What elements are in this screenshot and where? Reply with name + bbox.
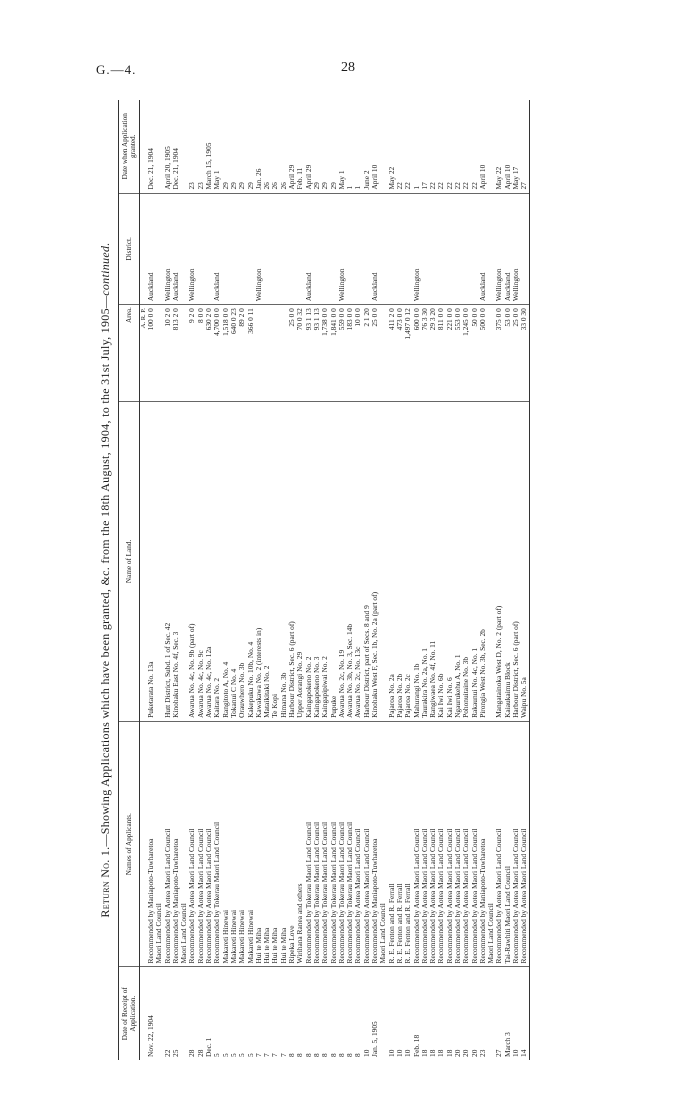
cell-applicant: Makareti Hinewai [238,721,246,967]
cell-applicant: R. E. Fenton and R. Ferrall [396,721,404,967]
cell-area: 1,841 0 0 [330,305,338,402]
cell-date: 7 [262,1053,272,1057]
cell-area: 50 0 0 [471,305,479,402]
cell-date: 8 [320,1053,330,1057]
cell-granted: 26 [263,100,271,193]
cell-applicant: Recommended by Aotea Maori Land Council [354,721,362,967]
cell-area: 53 0 0 [504,305,512,402]
cell-granted: April 10 [371,100,379,193]
cell-land: Mangatainoka West D, No. 2 (part of) [495,401,503,721]
cell-district: Wellington [164,193,172,305]
cell-date: 8 [336,1053,346,1057]
cell-district [321,193,329,305]
cell-granted: 23 [188,100,196,193]
cell-district: Auckland [147,193,155,305]
cell-land: Kaingapokeno No. 2 [305,401,313,721]
cell-date: 7 [253,1053,263,1057]
cell-area: 93 1 13 [305,305,313,402]
cell-granted: 22 [396,100,404,193]
cell-district [222,193,230,305]
cell-land: Harbour District, part of Secs. 8 and 9 [363,401,371,721]
cell-district: Wellington [495,193,503,305]
cell-district [230,193,238,305]
cell-district: Wellington [188,193,196,305]
cell-granted: 26 [271,100,279,193]
cell-granted: 26 [280,100,288,193]
cell-granted: 22 [454,100,462,193]
cell-date: 23 [477,1049,487,1057]
cell-granted: May 17 [512,100,520,193]
cell-land: Rakaunui No. 4c, No. 1 [471,401,479,721]
cell-district [421,193,429,305]
cell-granted: 22 [471,100,479,193]
cell-land: Upper Aorangi No. 29 [296,401,304,721]
cell-date: 8 [311,1053,321,1057]
cell-area: 9 2 0 [188,305,196,402]
cell-land: Rangitoto A, No. 4 [222,401,230,721]
cell-area: 630 2 0 [205,305,213,402]
rotated-return-table [98,100,633,1060]
cell-applicant: Recommended by Aotea Maori Land Council [188,721,196,967]
cell-granted: April 29 [305,100,313,193]
cell-land: Awarua No. 4c, No. 12a [205,401,213,721]
cell-granted: 22 [437,100,445,193]
cell-applicant: Tai-Rawhiti Maori Land Council [504,721,512,967]
cell-land: Puketarata No. 13a [147,401,155,721]
cell-date: 10 [403,1049,413,1057]
table-row [280,100,288,1060]
cell-district: Wellington [512,193,520,305]
cell-area: 10 2 0 [164,305,172,402]
cell-granted: April 10 [504,100,512,193]
cell-land: Te Kopi [271,401,279,721]
cell-land: Kawakawa No. 2 (interests in) [255,401,263,721]
cell-granted: 22 [462,100,470,193]
cell-granted: 29 [321,100,329,193]
cell-district [271,193,279,305]
title-suffix: continued. [98,242,112,296]
cell-area: 93 1 13 [313,305,321,402]
cell-area: 473 0 0 [396,305,404,402]
cell-applicant: Recommended by Aotea Maori Land Council [462,721,470,967]
cell-granted: 22 [429,100,437,193]
cell-land: Mahurangi No. 1b [413,401,421,721]
table-title [98,100,113,1060]
cell-date: 5 [237,1053,247,1057]
cell-area: 559 0 0 [338,305,346,402]
cell-date: 20 [469,1049,479,1057]
cell-area: 411 2 0 [388,305,396,402]
cell-applicant: Maori Land Council [180,721,188,967]
cell-granted: 29 [247,100,255,193]
cell-area: 366 0 11 [247,305,255,402]
cell-applicant: Recommended by Aotea Maori Land Council [413,721,421,967]
header-date: Date of Receipt of Application. [119,967,140,1060]
cell-applicant: Recommended by Tokerau Maori Land Council [305,721,313,967]
cell-applicant: Recommended by Aotea Maori Land Council [446,721,454,967]
table-row [255,100,263,1060]
cell-granted: 17 [421,100,429,193]
cell-area: 500 0 0 [479,305,487,402]
cell-land: Harbour District, Sec. 6 (part of) [512,401,520,721]
cell-land: Awarua No. 3b, No. 3, Sec. 14b [346,401,354,721]
cell-granted: 27 [520,100,529,193]
cell-applicant: Recommended by Tokerau Maori Land Council [313,721,321,967]
cell-granted: 1 [354,100,362,193]
cell-area: 100 0 0 [147,305,155,402]
cell-applicant: Recommended by Tokerau Maori Land Council [338,721,346,967]
cell-district [429,193,437,305]
cell-date: Feb. 18 [411,1034,421,1057]
cell-applicant: Hui te Miha [280,721,288,967]
cell-granted: 22 [404,100,412,193]
cell-area: 375 0 0 [495,305,503,402]
cell-land: Kai Iwi No. 6b [437,401,445,721]
page-number: 28 [341,60,355,75]
cell-area: 811 0 0 [437,305,445,402]
cell-district [288,193,296,305]
cell-land: Awarua No. 2c, No. 13c [354,401,362,721]
cell-district [313,193,321,305]
cell-land: Waipu No. 5a [520,401,529,721]
cell-area: 1,497 0 12 [404,305,412,402]
cell-granted: May 22 [495,100,503,193]
cell-date: 7 [270,1053,280,1057]
cell-date [379,967,387,1060]
cell-district [388,193,396,305]
cell-district [454,193,462,305]
cell-date: 8 [328,1053,338,1057]
cell-applicant: Recommended by Maniapoto-Tuwharetoa [479,721,487,967]
cell-date: 8 [287,1053,297,1057]
cell-land: Tokanui C No. 4 [230,401,238,721]
cell-granted: Dec. 21, 1904 [172,100,180,193]
cell-granted: 1 [346,100,354,193]
cell-date: 18 [444,1049,454,1057]
cell-granted: May 22 [388,100,396,193]
cell-area: 640 0 23 [230,305,238,402]
cell-district: Wellington [338,193,346,305]
cell-granted: 29 [238,100,246,193]
cell-applicant: Maori Land Council [155,721,163,967]
cell-district [238,193,246,305]
cell-land: Harbour District, Sec. 6 (part of) [288,401,296,721]
cell-land: Kaiaukaimu Block [504,401,512,721]
cell-date: 10 [394,1049,404,1057]
cell-land: Awarua No. 2c, No. 19 [338,401,346,721]
cell-applicant: Recommended by Aotea Maori Land Council [437,721,445,967]
cell-area: 4,700 0 0 [213,305,221,402]
cell-granted: 29 [313,100,321,193]
cell-district [396,193,404,305]
cell-applicant: Recommended by Maniapoto-Tuwharetoa [172,721,180,967]
cell-district: Wellington [413,193,421,305]
title-main: Showing Applications which have been granted, &c. from the 18th August, 1904, to the 31st July, 1905— [98,295,112,835]
cell-applicant: R. E. Fenton and R. Ferrall [404,721,412,967]
cell-land: Awarua No. 4c, No. 9c [197,401,205,721]
cell-applicant: Hui te Miha [263,721,271,967]
cell-area: 76 3 30 [421,305,429,402]
cell-date: 8 [353,1053,363,1057]
cell-area: 25 0 0 [288,305,296,402]
cell-date [487,967,495,1060]
cell-applicant: Recommended by Aotea Maori Land Council [421,721,429,967]
cell-land: Mataikitaki No. 2 [263,401,271,721]
cell-area: 8 0 0 [197,305,205,402]
cell-applicant: Makareti Hinewai [230,721,238,967]
cell-area: 600 0 0 [413,305,421,402]
cell-district: Auckland [479,193,487,305]
cell-granted: Jan. 26 [255,100,263,193]
cell-area: 70 0 32 [296,305,304,402]
cell-date: 5 [220,1053,230,1057]
cell-land: Ngaurukehu A, No. 1 [454,401,462,721]
cell-granted: April 20, 1905 [164,100,172,193]
cell-land: Kaingapipiwai No. 2 [321,401,329,721]
cell-land: Pohonuitaine No. 3b [462,401,470,721]
cell-date: 25 [170,1049,180,1057]
cell-granted: April 29 [288,100,296,193]
cell-applicant: R. E. Fenton and R. Ferrall [388,721,396,967]
cell-district: Wellington [255,193,263,305]
cell-district [446,193,454,305]
cell-district [462,193,470,305]
cell-date: 8 [303,1053,313,1057]
cell-applicant: Makareti Hinewai [247,721,255,967]
cell-district [354,193,362,305]
header-land: Name of Land. [119,401,140,721]
cell-date: Jan. 5, 1905 [370,1021,380,1057]
cell-applicant: Recommended by Aotea Maori Land Council [363,721,371,967]
cell-land: Awarua No. 4c, No. 9b (part of) [188,401,196,721]
cell-date: 5 [245,1053,255,1057]
cell-applicant: Wirihana Ranea and others [296,721,304,967]
cell-applicant: Maori Land Council [379,721,387,967]
cell-land: Rangiwaea No. 4f, No. 11 [429,401,437,721]
cell-district [346,193,354,305]
table-row [520,100,529,1060]
cell-date: 20 [452,1049,462,1057]
cell-area: 1,245 0 0 [462,305,470,402]
cell-granted: 29 [230,100,238,193]
cell-applicant: Recommended by Aotea Maori Land Council [197,721,205,967]
cell-district [520,193,529,305]
cell-applicant: Recommended by Tokerau Maori Land Council [330,721,338,967]
title-prefix: Return No. 1.— [98,834,112,918]
cell-district: Auckland [305,193,313,305]
cell-date: 18 [419,1049,429,1057]
header-area: Area. [119,305,140,402]
cell-land: Kaingapokeno No. 3 [313,401,321,721]
area-units: A. R. P. [140,305,148,402]
cell-applicant: Recommended by Aotea Maori Land Council [495,721,503,967]
cell-applicant: Maori Land Council [487,721,495,967]
cell-area: 183 0 0 [346,305,354,402]
cell-land: Kakepuku No. 10b, No. 4 [247,401,255,721]
cell-granted: May 1 [338,100,346,193]
cell-area: 2 1 20 [363,305,371,402]
cell-land: Pirongia West No. 3b, Sec. 2b [479,401,487,721]
cell-land: Kinohaku East No. 4f, Sec. 3 [172,401,180,721]
cell-district: Auckland [172,193,180,305]
cell-area: 813 2 0 [172,305,180,402]
cell-district: Auckland [371,193,379,305]
table-row [247,100,255,1060]
cell-granted: 29 [222,100,230,193]
cell-granted: 23 [197,100,205,193]
cell-applicant: Ripeka Love [288,721,296,967]
cell-area [271,305,279,402]
header-granted: Date when Application granted. [119,100,140,193]
cell-date: Nov. 22, 1904 [146,1015,155,1057]
cell-granted: June 2 [363,100,371,193]
cell-area: 29 3 20 [429,305,437,402]
page-code: G.—4. [96,62,137,77]
cell-date: 8 [295,1053,305,1057]
cell-land: Pajaroa No. 2c [404,401,412,721]
cell-area: 553 0 0 [454,305,462,402]
cell-district [197,193,205,305]
cell-applicant: Makareti Hinewai [222,721,230,967]
cell-applicant: Recommended by Aotea Maori Land Council [454,721,462,967]
table-row [271,100,279,1060]
cell-district [437,193,445,305]
cell-date: 10 [511,1049,521,1057]
cell-applicant: Hui te Miha [255,721,263,967]
cell-date: 28 [187,1049,197,1057]
cell-area: 25 0 0 [512,305,520,402]
cell-applicant: Recommended by Aotea Maori Land Council [429,721,437,967]
cell-granted: March 15, 1905 [205,100,213,193]
cell-granted [180,100,188,193]
cell-district [280,193,288,305]
cell-area: 33 0 30 [520,305,529,402]
table-row [263,100,271,1060]
cell-date: March 3 [502,1032,512,1057]
cell-area: 10 0 0 [354,305,362,402]
cell-date: 20 [461,1049,471,1057]
cell-date [180,967,188,1060]
header-district: District. [119,193,140,305]
cell-land: Orauwhero No. 3b [238,401,246,721]
cell-date: Dec. 1 [204,1037,214,1057]
cell-land: Hutt District, Subd. 1 of Sec. 42 [164,401,172,721]
cell-granted: May 1 [213,100,221,193]
table-header-row [119,100,140,1060]
cell-date: 18 [436,1049,446,1057]
cell-date: 5 [228,1053,238,1057]
cell-granted: April 10 [479,100,487,193]
cell-area: 89 2 0 [238,305,246,402]
cell-date: 22 [162,1049,172,1057]
cell-date: 14 [520,967,529,1060]
cell-area [263,305,271,402]
cell-area: 1,738 0 0 [321,305,329,402]
cell-date: 5 [212,1053,222,1057]
cell-land: Kai Iwi No. 6 [446,401,454,721]
cell-date: 10 [386,1049,396,1057]
cell-date: 7 [278,1053,288,1057]
cell-applicant: Recommended by Tokerau Maori Land Council [213,721,221,967]
cell-applicant: Recommended by Tokerau Maori Land Council [346,721,354,967]
cell-date: 27 [494,1049,504,1057]
cell-applicant: Hui te Miha [271,721,279,967]
cell-area: 25 0 0 [371,305,379,402]
cell-applicant: Recommended by Aotea Maori Land Council [520,721,529,967]
cell-date: 28 [195,1049,205,1057]
cell-granted: 29 [330,100,338,193]
cell-granted: Dec. 21, 1904 [147,100,155,193]
cell-land: Kinohaku West F, Sec. 1b, No. 2a (part of) [371,401,379,721]
cell-district: Auckland [504,193,512,305]
cell-district [263,193,271,305]
cell-land: Kaitara No. 2 [213,401,221,721]
header-applicants: Names of Applicants. [119,721,140,967]
cell-applicant: Recommended by Aotea Maori Land Council [205,721,213,967]
cell-land: Taurakira No. 2a, No. 1 [421,401,429,721]
applications-table [118,100,530,1060]
cell-district [379,193,387,305]
cell-applicant: Recommended by Maniapoto-Tuwharetoa [147,721,155,967]
cell-area [255,305,263,402]
cell-land: Pupuke [330,401,338,721]
cell-date: 10 [361,1049,371,1057]
cell-area: 221 0 0 [446,305,454,402]
cell-applicant: Recommended by Aotea Maori Land Council [164,721,172,967]
cell-granted: Feb. 11 [296,100,304,193]
cell-land: Pajaroa No. 2b [396,401,404,721]
cell-area: 1,518 0 0 [222,305,230,402]
cell-applicant: Recommended by Maniapoto-Tuwharetoa [371,721,379,967]
cell-district: Auckland [213,193,221,305]
cell-granted: 22 [446,100,454,193]
cell-applicant: Recommended by Aotea Maori Land Council [512,721,520,967]
cell-date [155,967,163,1060]
cell-date: 18 [428,1049,438,1057]
cell-granted: 1 [413,100,421,193]
cell-applicant: Recommended by Aotea Maori Land Council [471,721,479,967]
cell-land: Pajaroa No. 2a [388,401,396,721]
cell-date: 8 [345,1053,355,1057]
cell-applicant: Recommended by Tokerau Maori Land Council [321,721,329,967]
cell-land: Himana No. 3b [280,401,288,721]
